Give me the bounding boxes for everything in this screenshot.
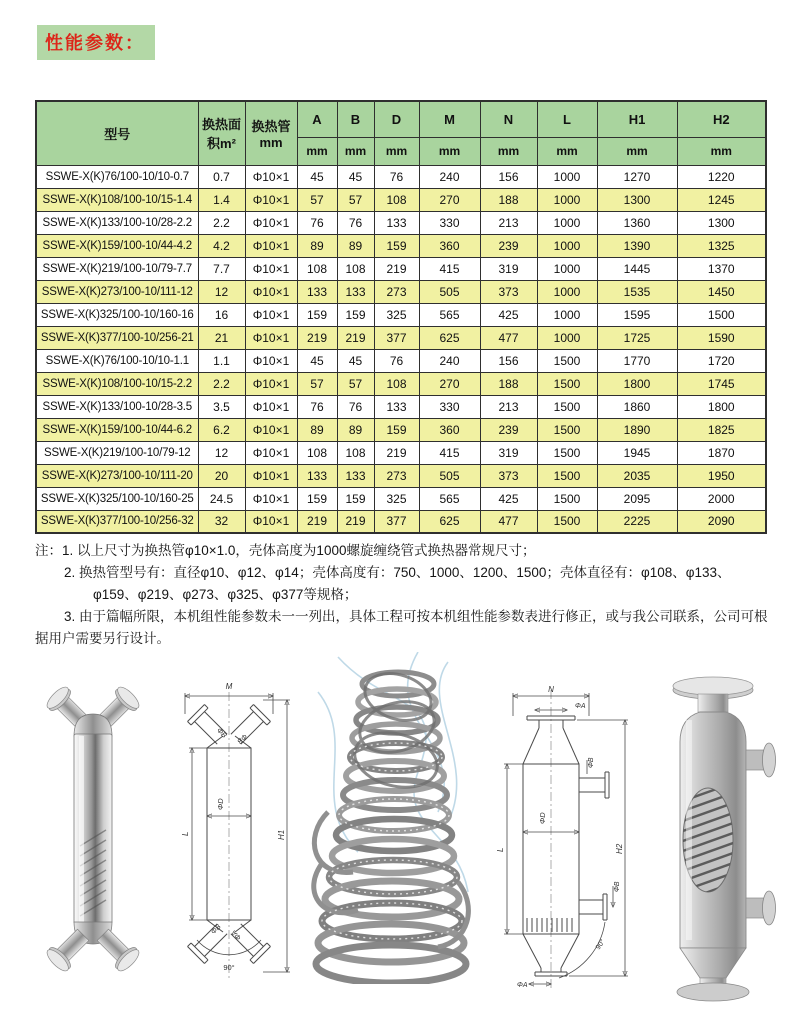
value-cell: 159 (337, 487, 374, 510)
page-title: 性能参数： (37, 25, 155, 60)
value-cell: 133 (297, 464, 337, 487)
value-cell: 2225 (597, 510, 677, 533)
value-cell: Φ10×1 (245, 372, 297, 395)
table-row (36, 234, 766, 257)
value-cell: 108 (374, 372, 419, 395)
value-cell: 1770 (597, 349, 677, 372)
value-cell: 57 (297, 372, 337, 395)
value-cell: 1360 (597, 211, 677, 234)
value-cell: 219 (297, 326, 337, 349)
highlight (79, 736, 84, 922)
value-cell: 625 (419, 510, 480, 533)
drawing-front-view (163, 678, 295, 984)
value-cell: 20 (198, 464, 245, 487)
value-cell: 270 (419, 188, 480, 211)
dim-label-L: L (181, 831, 190, 836)
col-header-H1: H1 (597, 101, 677, 137)
value-cell: 108 (374, 188, 419, 211)
exchanger2-photo-graphic (642, 670, 787, 1010)
value-cell: 7.7 (198, 257, 245, 280)
dim-label-M: M (225, 682, 233, 691)
coil-photo-graphic (298, 652, 483, 984)
value-cell: 505 (419, 464, 480, 487)
value-cell: 57 (337, 372, 374, 395)
value-cell: 1000 (537, 326, 597, 349)
value-cell: 270 (419, 372, 480, 395)
value-cell: 273 (374, 464, 419, 487)
value-cell: 45 (297, 349, 337, 372)
value-cell: 219 (374, 257, 419, 280)
value-cell: 45 (297, 165, 337, 188)
value-cell: 32 (198, 510, 245, 533)
value-cell: 330 (419, 211, 480, 234)
value-cell: 1500 (677, 303, 766, 326)
value-cell: Φ10×1 (245, 418, 297, 441)
table-row (36, 510, 766, 533)
value-cell: 1535 (597, 280, 677, 303)
bottom-cone (680, 948, 746, 978)
value-cell: 565 (419, 487, 480, 510)
unit-cell: mm (597, 137, 677, 165)
value-cell: 1870 (677, 441, 766, 464)
value-cell: 76 (297, 395, 337, 418)
value-cell: 1825 (677, 418, 766, 441)
value-cell: 133 (374, 211, 419, 234)
value-cell: 159 (374, 234, 419, 257)
unit-cell: mm (297, 137, 337, 165)
value-cell: 1.4 (198, 188, 245, 211)
side-nozzle-lower (746, 891, 776, 925)
model-cell: SSWE-X(K)219/100-10/79-7.7 (36, 257, 198, 280)
value-cell: Φ10×1 (245, 188, 297, 211)
value-cell: 1500 (537, 464, 597, 487)
dim-label-phiA-bottom-right: ΦA (230, 928, 243, 941)
value-cell: 156 (480, 349, 537, 372)
table-row (36, 395, 766, 418)
table-row (36, 280, 766, 303)
dim-label-phiB-bottom-left: ΦB (210, 923, 223, 936)
model-cell: SSWE-X(K)219/100-10/79-12 (36, 441, 198, 464)
value-cell: 1945 (597, 441, 677, 464)
model-cell: SSWE-X(K)377/100-10/256-32 (36, 510, 198, 533)
dim-label-H2: H2 (615, 843, 624, 854)
unit-cell: mm (537, 137, 597, 165)
value-cell: 319 (480, 441, 537, 464)
value-cell: 239 (480, 418, 537, 441)
notes-block (35, 540, 768, 650)
col-header-tube-line1: 换热管 (251, 119, 291, 135)
spec-table-header (36, 101, 766, 165)
dim-label-L-side: L (496, 847, 505, 852)
value-cell: 1595 (597, 303, 677, 326)
value-cell: Φ10×1 (245, 280, 297, 303)
table-row (36, 487, 766, 510)
value-cell: 1325 (677, 234, 766, 257)
col-header-L: L (537, 101, 597, 137)
dim-label-phiB-upper: ΦB (588, 757, 595, 768)
nozzle-top-right (227, 705, 271, 749)
value-cell: 156 (480, 165, 537, 188)
value-cell: 1270 (597, 165, 677, 188)
value-cell: 505 (419, 280, 480, 303)
value-cell: 159 (297, 303, 337, 326)
value-cell: 425 (480, 303, 537, 326)
value-cell: 1300 (677, 211, 766, 234)
value-cell: 3.5 (198, 395, 245, 418)
value-cell: 1390 (597, 234, 677, 257)
model-cell: SSWE-X(K)377/100-10/256-21 (36, 326, 198, 349)
value-cell: 1500 (537, 510, 597, 533)
value-cell: 0.7 (198, 165, 245, 188)
value-cell: 1000 (537, 280, 597, 303)
value-cell: 16 (198, 303, 245, 326)
value-cell: 625 (419, 326, 480, 349)
spec-table (35, 100, 767, 534)
photo-exchanger-side-flange (642, 670, 787, 1010)
value-cell: 273 (374, 280, 419, 303)
dim-label-phiB-top-right: ΦB (235, 732, 248, 745)
value-cell: 21 (198, 326, 245, 349)
table-row (36, 326, 766, 349)
nozzle-top-left (188, 705, 232, 749)
value-cell: 1445 (597, 257, 677, 280)
value-cell: 108 (337, 441, 374, 464)
value-cell: 325 (374, 303, 419, 326)
nozzle-bottom-right (227, 920, 271, 964)
value-cell: 1720 (677, 349, 766, 372)
model-cell: SSWE-X(K)133/100-10/28-3.5 (36, 395, 198, 418)
table-row (36, 349, 766, 372)
value-cell: 133 (337, 280, 374, 303)
value-cell: 1450 (677, 280, 766, 303)
model-cell: SSWE-X(K)108/100-10/15-1.4 (36, 188, 198, 211)
value-cell: 1745 (677, 372, 766, 395)
value-cell: 2.2 (198, 211, 245, 234)
dim-label-phiB-lower: ΦB (614, 881, 621, 892)
value-cell: 159 (337, 303, 374, 326)
col-header-D: D (374, 101, 419, 137)
value-cell: 6.2 (198, 418, 245, 441)
model-cell: SSWE-X(K)325/100-10/160-25 (36, 487, 198, 510)
col-header-model-label: 型号 (104, 126, 131, 142)
col-header-N: N (480, 101, 537, 137)
value-cell: Φ10×1 (245, 303, 297, 326)
value-cell: 219 (337, 510, 374, 533)
value-cell: 1500 (537, 487, 597, 510)
model-cell: SSWE-X(K)159/100-10/44-4.2 (36, 234, 198, 257)
value-cell: 1725 (597, 326, 677, 349)
value-cell: Φ10×1 (245, 395, 297, 418)
value-cell: 1000 (537, 188, 597, 211)
unit-cell: mm (480, 137, 537, 165)
model-cell: SSWE-X(K)159/100-10/44-6.2 (36, 418, 198, 441)
value-cell: 1500 (537, 441, 597, 464)
photo-exchanger-x-flange (30, 678, 156, 980)
dim-label-N: N (548, 685, 554, 694)
value-cell: 2000 (677, 487, 766, 510)
value-cell: 219 (374, 441, 419, 464)
value-cell: 159 (374, 418, 419, 441)
table-row (36, 418, 766, 441)
value-cell: 1950 (677, 464, 766, 487)
value-cell: 1800 (597, 372, 677, 395)
value-cell: Φ10×1 (245, 326, 297, 349)
value-cell: 477 (480, 326, 537, 349)
dim-label-phiD-side: ΦD (538, 812, 547, 824)
value-cell: Φ10×1 (245, 464, 297, 487)
value-cell: 57 (337, 188, 374, 211)
table-row (36, 165, 766, 188)
front-drawing-graphic (163, 678, 295, 984)
unit-cell: mm (374, 137, 419, 165)
col-header-tube-line2: mm (259, 135, 283, 151)
value-cell: 2095 (597, 487, 677, 510)
value-cell: 219 (337, 326, 374, 349)
value-cell: Φ10×1 (245, 257, 297, 280)
highlight (686, 720, 692, 940)
value-cell: 213 (480, 211, 537, 234)
value-cell: 188 (480, 188, 537, 211)
value-cell: 240 (419, 165, 480, 188)
exchanger-photo-graphic (30, 678, 156, 980)
dim-label-H1: H1 (277, 829, 286, 840)
value-cell: 477 (480, 510, 537, 533)
value-cell: 330 (419, 395, 480, 418)
value-cell: 1300 (597, 188, 677, 211)
value-cell: 219 (297, 510, 337, 533)
value-cell: 213 (480, 395, 537, 418)
value-cell: 360 (419, 418, 480, 441)
value-cell: Φ10×1 (245, 165, 297, 188)
col-header-tube (245, 101, 297, 165)
value-cell: 2.2 (198, 372, 245, 395)
model-cell: SSWE-X(K)273/100-10/111-20 (36, 464, 198, 487)
value-cell: 565 (419, 303, 480, 326)
value-cell: 12 (198, 280, 245, 303)
product-figures (0, 648, 800, 1020)
top-flange-face (673, 677, 753, 695)
value-cell: 188 (480, 372, 537, 395)
value-cell: 1590 (677, 326, 766, 349)
nozzle-bottom-left (188, 920, 232, 964)
unit-cell: mm (677, 137, 766, 165)
value-cell: 360 (419, 234, 480, 257)
top-neck (698, 694, 728, 712)
value-cell: 1220 (677, 165, 766, 188)
value-cell: 1890 (597, 418, 677, 441)
value-cell: 45 (337, 349, 374, 372)
table-row (36, 372, 766, 395)
nozzle-lower-right (579, 881, 621, 920)
value-cell: 4.2 (198, 234, 245, 257)
value-cell: 76 (337, 395, 374, 418)
side-nozzle-upper (746, 743, 776, 777)
model-cell: SSWE-X(K)76/100-10/10-0.7 (36, 165, 198, 188)
col-header-M: M (419, 101, 480, 137)
bottom-flange (677, 983, 749, 1001)
value-cell: 2035 (597, 464, 677, 487)
value-cell: 1245 (677, 188, 766, 211)
value-cell: 2090 (677, 510, 766, 533)
value-cell: 1500 (537, 418, 597, 441)
value-cell: 89 (297, 418, 337, 441)
value-cell: 1500 (537, 349, 597, 372)
col-header-A: A (297, 101, 337, 137)
photo-coil-bundle (298, 652, 483, 984)
value-cell: 108 (297, 257, 337, 280)
value-cell: 1500 (537, 372, 597, 395)
nozzle-upper-right (579, 757, 609, 798)
table-row (36, 464, 766, 487)
value-cell: 57 (297, 188, 337, 211)
tube-comb (527, 918, 572, 932)
value-cell: 12 (198, 441, 245, 464)
value-cell: 319 (480, 257, 537, 280)
value-cell: 377 (374, 510, 419, 533)
value-cell: 76 (374, 165, 419, 188)
table-body (36, 165, 766, 533)
value-cell: 89 (337, 234, 374, 257)
value-cell: 425 (480, 487, 537, 510)
table-row (36, 303, 766, 326)
value-cell: 1000 (537, 165, 597, 188)
dim-label-phiA-bottom: ΦA (517, 982, 528, 989)
value-cell: Φ10×1 (245, 349, 297, 372)
table-row (36, 441, 766, 464)
value-cell: 239 (480, 234, 537, 257)
model-cell: SSWE-X(K)273/100-10/111-12 (36, 280, 198, 303)
value-cell: 325 (374, 487, 419, 510)
unit-cell: mm (419, 137, 480, 165)
value-cell: Φ10×1 (245, 487, 297, 510)
model-cell: SSWE-X(K)325/100-10/160-16 (36, 303, 198, 326)
value-cell: Φ10×1 (245, 211, 297, 234)
drawing-side-view (483, 682, 633, 994)
value-cell: Φ10×1 (245, 441, 297, 464)
dim-label-angle-90-side: 90° (594, 938, 607, 952)
col-header-area (198, 101, 245, 165)
value-cell: 45 (337, 165, 374, 188)
dim-label-angle-90: 90° (223, 963, 235, 972)
value-cell: 373 (480, 280, 537, 303)
value-cell: 415 (419, 441, 480, 464)
value-cell: 1370 (677, 257, 766, 280)
value-cell: 76 (374, 349, 419, 372)
value-cell: Φ10×1 (245, 510, 297, 533)
value-cell: 76 (297, 211, 337, 234)
dim-label-phiA-top: ΦA (575, 703, 586, 710)
value-cell: 133 (337, 464, 374, 487)
value-cell: 108 (337, 257, 374, 280)
col-header-H2: H2 (677, 101, 766, 137)
value-cell: 1000 (537, 211, 597, 234)
value-cell: 1.1 (198, 349, 245, 372)
value-cell: 1860 (597, 395, 677, 418)
model-cell: SSWE-X(K)133/100-10/28-2.2 (36, 211, 198, 234)
table-row (36, 211, 766, 234)
value-cell: 1000 (537, 234, 597, 257)
value-cell: 1500 (537, 395, 597, 418)
value-cell: 133 (374, 395, 419, 418)
model-cell: SSWE-X(K)108/100-10/15-2.2 (36, 372, 198, 395)
col-header-model (36, 101, 198, 165)
model-cell: SSWE-X(K)76/100-10/10-1.1 (36, 349, 198, 372)
col-header-area-line1: 换热面 (201, 117, 241, 133)
value-cell: 89 (337, 418, 374, 441)
value-cell: 1000 (537, 303, 597, 326)
value-cell: Φ10×1 (245, 234, 297, 257)
value-cell: 108 (297, 441, 337, 464)
note-line-3: 3. 由于篇幅所限，本机组性能参数未一一列出，具体工程可按本机组性能参数表进行修正，或与我公司联系，公司可根据用户需要另行设计。 (35, 609, 768, 646)
col-header-area-line2: 积m² (207, 136, 236, 152)
table-row (36, 188, 766, 211)
value-cell: 24.5 (198, 487, 245, 510)
value-cell: 377 (374, 326, 419, 349)
note-line-2: 2. 换热管型号有：直径φ10、φ12、φ14；壳体高度有：750、1000、1200、1500；壳体直径有：φ108、φ133、φ159、φ219、φ273、φ325、φ377等规格； (64, 565, 731, 602)
value-cell: 415 (419, 257, 480, 280)
unit-cell: mm (337, 137, 374, 165)
table-row (36, 257, 766, 280)
value-cell: 1800 (677, 395, 766, 418)
col-header-B: B (337, 101, 374, 137)
value-cell: 76 (337, 211, 374, 234)
dim-label-phiB-top-left: ΦB (215, 727, 228, 740)
value-cell: 373 (480, 464, 537, 487)
side-drawing-graphic (483, 682, 633, 994)
value-cell: 1000 (537, 257, 597, 280)
value-cell: 159 (297, 487, 337, 510)
value-cell: 133 (297, 280, 337, 303)
value-cell: 240 (419, 349, 480, 372)
value-cell: 89 (297, 234, 337, 257)
dim-label-phiD: ΦD (216, 798, 225, 810)
note-line-1: 注：1. 以上尺寸为换热管φ10×1.0，壳体高度为1000螺旋缠绕管式换热器常规尺寸； (35, 543, 536, 558)
